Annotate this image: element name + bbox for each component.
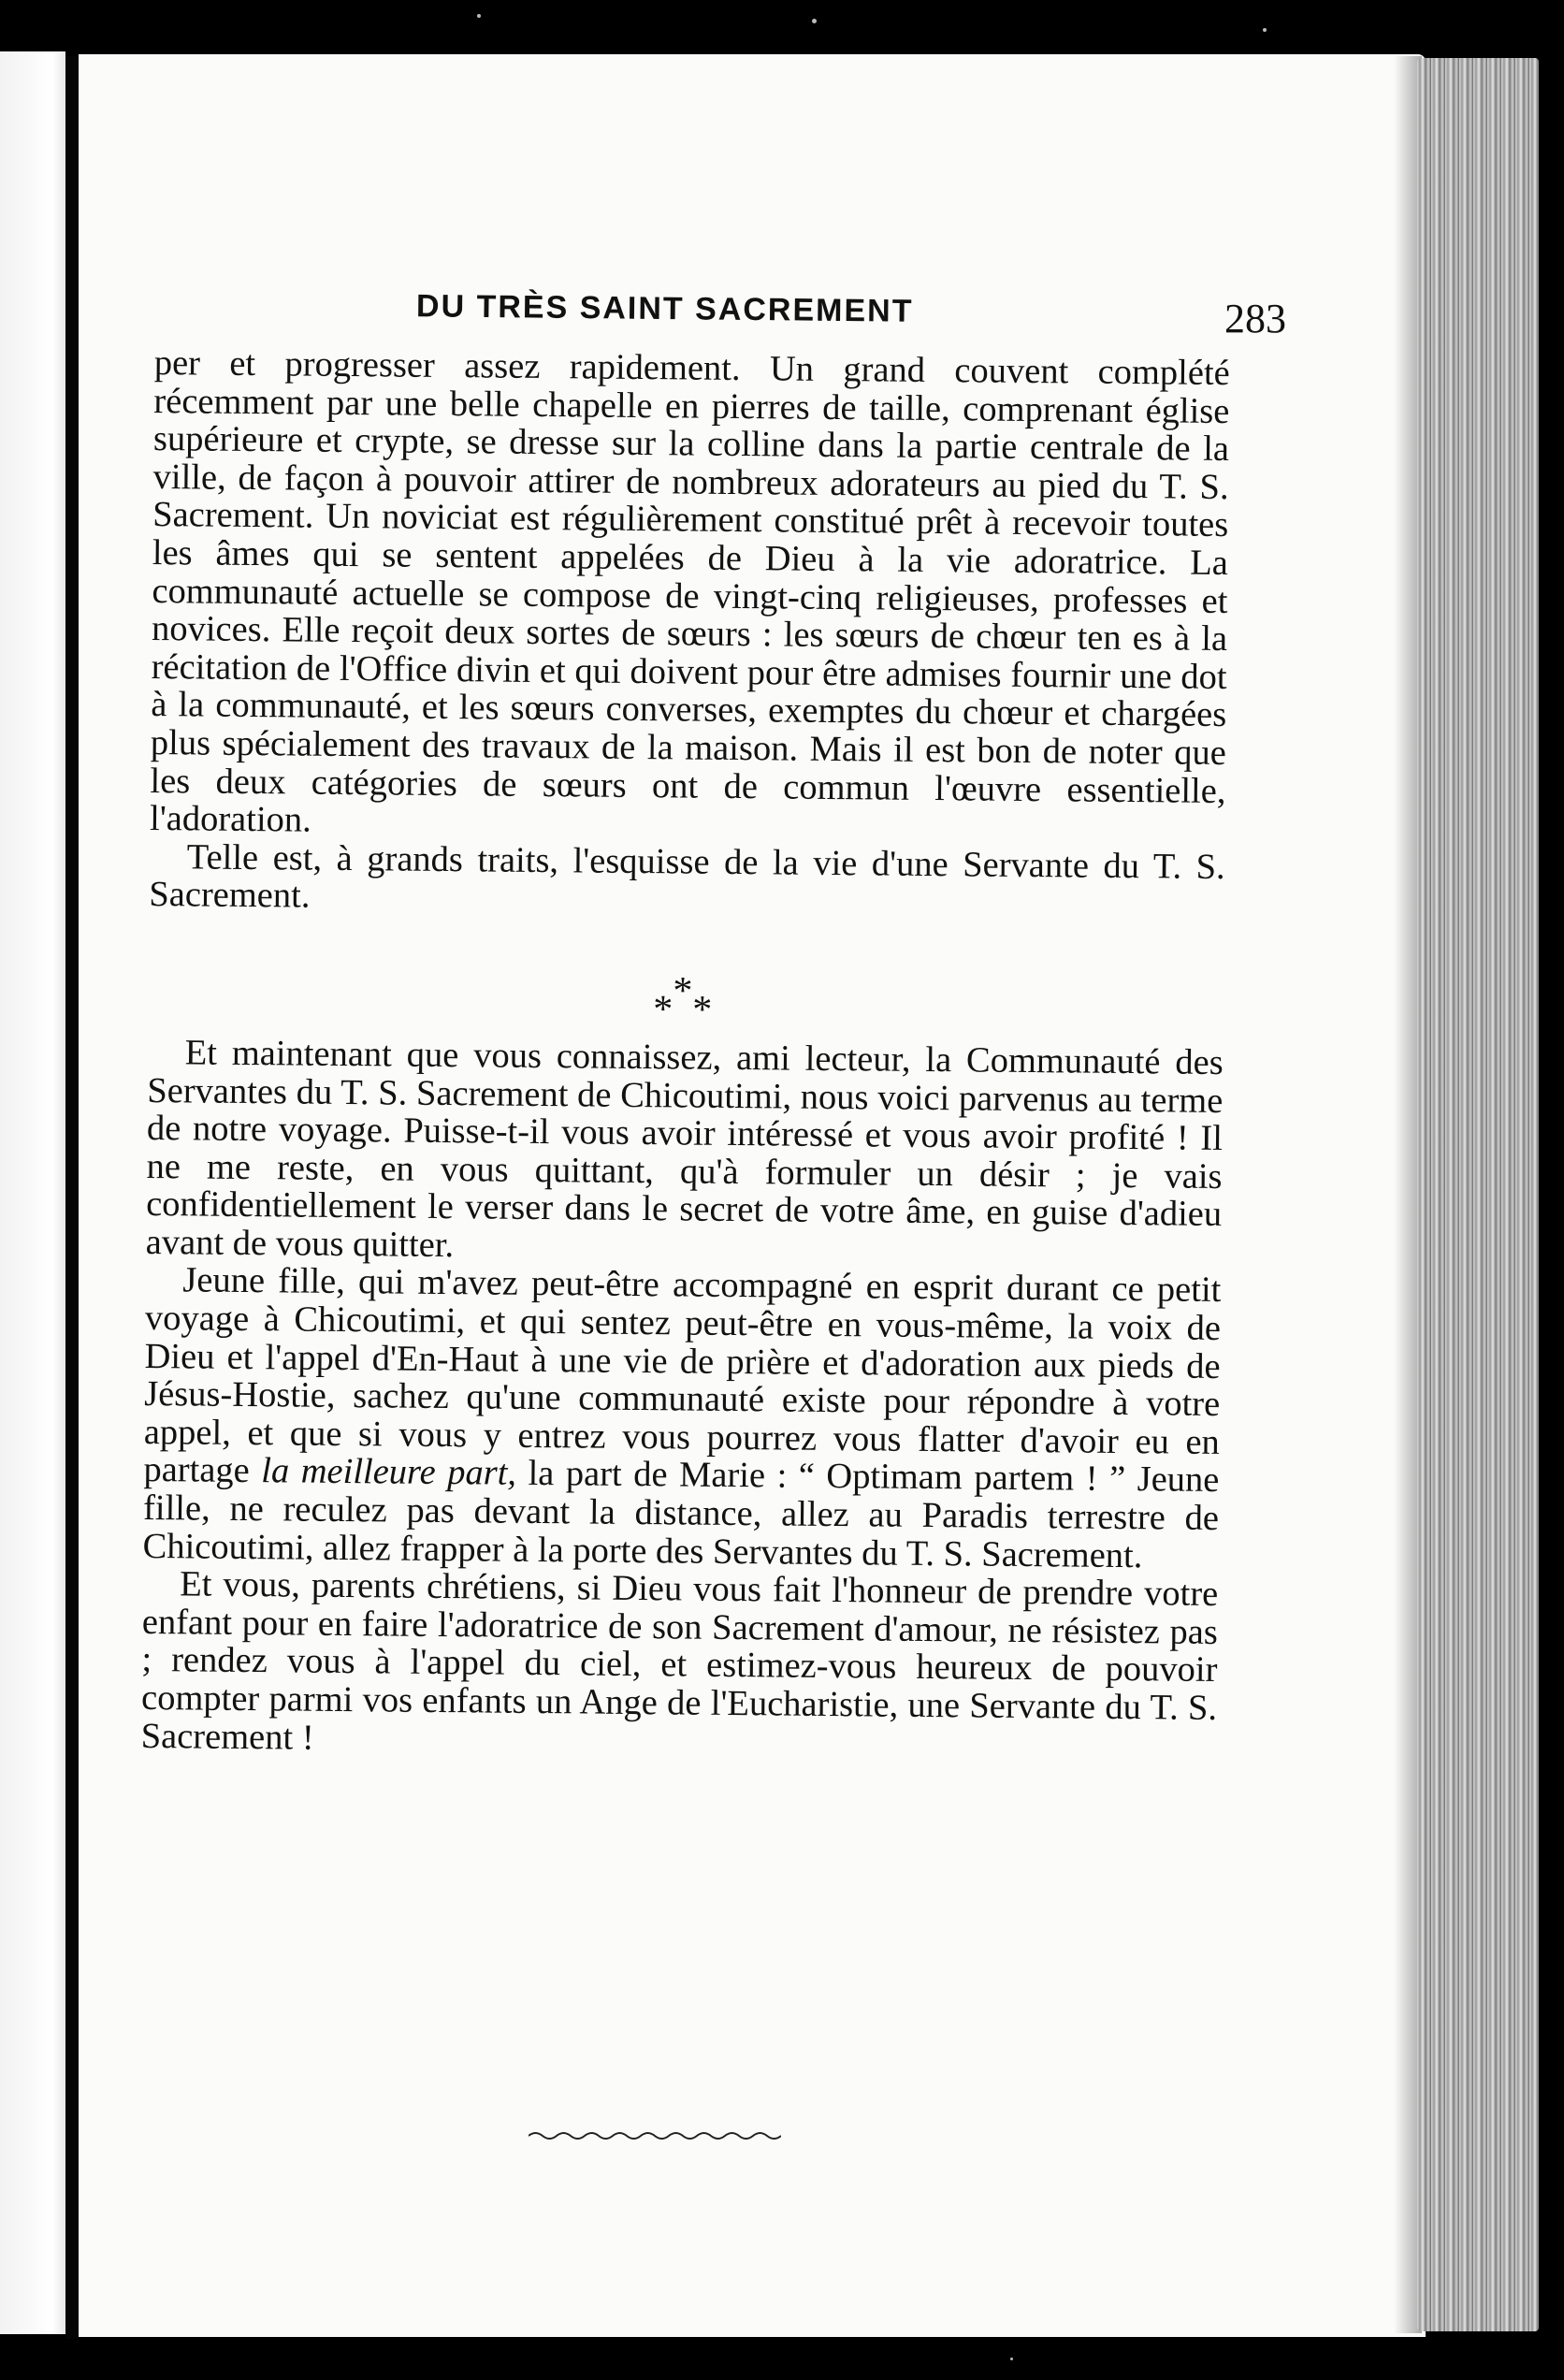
asterism-star-left: *: [652, 988, 673, 1032]
asterism-star-top: *: [673, 969, 693, 1013]
paragraph-farewell: Et maintenant que vous connaissez, ami lecteur, la Communauté des Servantes du T. S. Sacrement de Chicoutimi, nous voici parvenus au terme de notre voyage. Puisse-t-il vous avoir intéressé et vous avoir profité ! Il ne me reste, en vous quittant, qu'à formuler un désir ; je vais confidentiellement le verser dans le secret de votre âme, en guise d'adieu avant de vous quitter.: [145, 1033, 1224, 1265]
body-text: [141, 344, 1230, 1765]
paragraph-summary: Telle est, à grands traits, l'esquisse de la vie d'une Servante du T. S. Sacrement.: [149, 837, 1225, 916]
paragraph-jeune-fille-text-end: la part de Marie : “ Optimam partem ! ” Jeune fille, ne reculez pas devant la distance, allez au Paradis terrestre de Chicoutimi, allez frapper à la porte des Servantes du T. S. Sacrement.: [142, 1454, 1220, 1575]
film-speck: [477, 14, 481, 18]
wavy-ornament-rule: [529, 2126, 781, 2145]
film-speck: [1010, 2358, 1013, 2360]
asterism-star-right: *: [691, 988, 713, 1032]
previous-page-edge: [0, 51, 65, 2334]
running-title: DU TRÈS SAINT SACREMENT: [415, 288, 914, 329]
page-number: 283: [1224, 296, 1286, 341]
paragraph-continued: per et progresser assez rapidement. Un grand couvent complété récemment par une belle chapelle en pierres de taille, comprenant église supérieure et crypte, se dresse sur la colline dans la partie centrale de la ville, de façon à pouvoir attirer de nombreux adorateurs au pied du T. S. Sacrement. Un noviciat est régulièrement constitué prêt à recevoir toutes les âmes qui se sentent appelées de Dieu à la vie adoratrice. La communauté actuelle se compose de vingt-cinq religieuses, professes et novices. Elle reçoit deux sortes de sœurs : les sœurs de chœur ten es à la récitation de l'Office divin et qui doivent pour être admises fournir une dot à la communauté, et les sœurs converses, exemptes du chœur et chargées plus spécialement des travaux de la maison. Mais il est bon de noter que les deux catégories de sœurs ont de commun l'œuvre essentielle, l'adoration.: [149, 343, 1230, 840]
stacked-page-edges: [1417, 58, 1539, 2331]
gutter-shadow: [65, 56, 79, 2339]
film-speck: [1263, 28, 1267, 32]
paragraph-jeune-fille: [142, 1261, 1221, 1575]
page-header: [416, 285, 1286, 341]
asterism-divider: [148, 914, 1224, 1044]
paragraph-jeune-fille-text: Jeune fille, qui m'avez peut-être accompagné en esprit durant ce petit voyage à Chicoutimi, et qui sentez peut-être en vous-même, la voix de Dieu et l'appel d'En-Haut à une vie de prière et d'adoration aux pieds de Jésus-Hostie, sachez qu'une communauté existe pour répondre à votre appel, et que si vous y entrez vous pourrez vous flatter d'avoir eu en partage: [143, 1260, 1222, 1491]
paragraph-parents: Et vous, parents chrétiens, si Dieu vous fait l'honneur de prendre votre enfant pour en faire l'adoratrice de son Sacrement d'amour, ne résistez pas ; rendez vous à l'appel du ciel, et estimez-vous heureux de pouvoir compter parmi vos enfants un Ange de l'Eucharistie, une Servante du T. S. Sacrement !: [140, 1564, 1219, 1758]
italic-quote: la meilleure part,: [261, 1451, 517, 1494]
film-speck: [812, 19, 817, 23]
